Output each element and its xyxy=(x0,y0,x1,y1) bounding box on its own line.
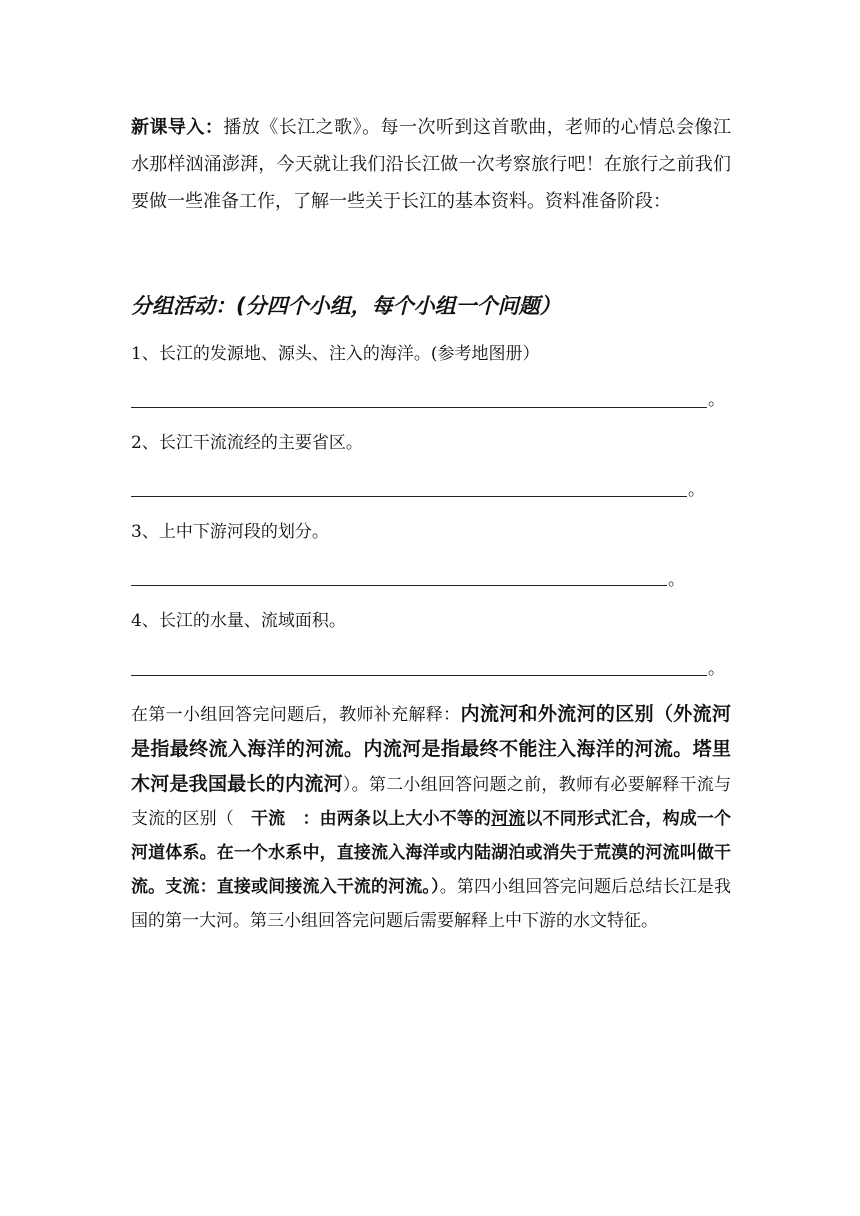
explanation-paragraph xyxy=(131,697,731,938)
explanation-part-1: 在第一小组回答完问题后，教师补充解释： xyxy=(131,705,461,725)
answer-line-3[interactable] xyxy=(131,565,667,586)
intro-text: 播放《长江之歌》。每一次听到这首歌曲，老师的心情总会像江水那样汹涌澎湃，今天就让我们沿长江做一次考察旅行吧！在旅行之前我们要做一些准备工作，了解一些关于长江的基本资料。资料准备阶段： xyxy=(131,117,731,212)
explanation-underlined-term: 河流 xyxy=(491,809,526,829)
intro-paragraph xyxy=(131,110,731,220)
answer-end-mark-1: 。 xyxy=(708,390,725,410)
question-3: 3、上中下游河段的划分。 xyxy=(131,522,329,542)
intro-label: 新课导入： xyxy=(131,117,224,138)
explanation-bold-3: 以不同形式汇合，构成一个河道体系。在一个水系中，直接流入海洋或内陆湖泊或消失于荒漠的河流叫做干流。支流：直接或间接流入干流的河流。） xyxy=(131,809,732,897)
answer-line-1[interactable] xyxy=(131,387,707,408)
question-2: 2、长江干流流经的主要省区。 xyxy=(131,433,363,453)
answer-end-mark-4: 。 xyxy=(708,659,725,679)
question-1: 1、长江的发源地、源头、注入的海洋。(参考地图册） xyxy=(131,344,540,364)
answer-line-2[interactable] xyxy=(131,476,687,497)
explanation-part-3: 。第四小组回答完问题后总结长江是我国的第一大河。第三小组回答完问题后需要解释上中下游的水文特征。 xyxy=(131,877,732,931)
activity-heading: 分组活动：(分四个小组，每个小组一个问题） xyxy=(131,294,561,318)
explanation-part-2: ）。第二小组回答问题之前，教师有必要解释干流与支流的区别（ xyxy=(131,775,731,829)
answer-end-mark-2: 。 xyxy=(688,480,705,500)
explanation-bold-1: 内流河和外流河的区别（外流河是指最终流入海洋的河流。内流河是指最终不能注入海洋的河流。塔里木河是我国最长的内流河 xyxy=(131,703,731,795)
answer-end-mark-3: 。 xyxy=(668,570,685,590)
answer-line-4[interactable] xyxy=(131,655,707,676)
explanation-bold-2: 干流 ：由两条以上大小不等的 xyxy=(233,809,492,829)
question-4: 4、长江的水量、流域面积。 xyxy=(131,611,346,631)
